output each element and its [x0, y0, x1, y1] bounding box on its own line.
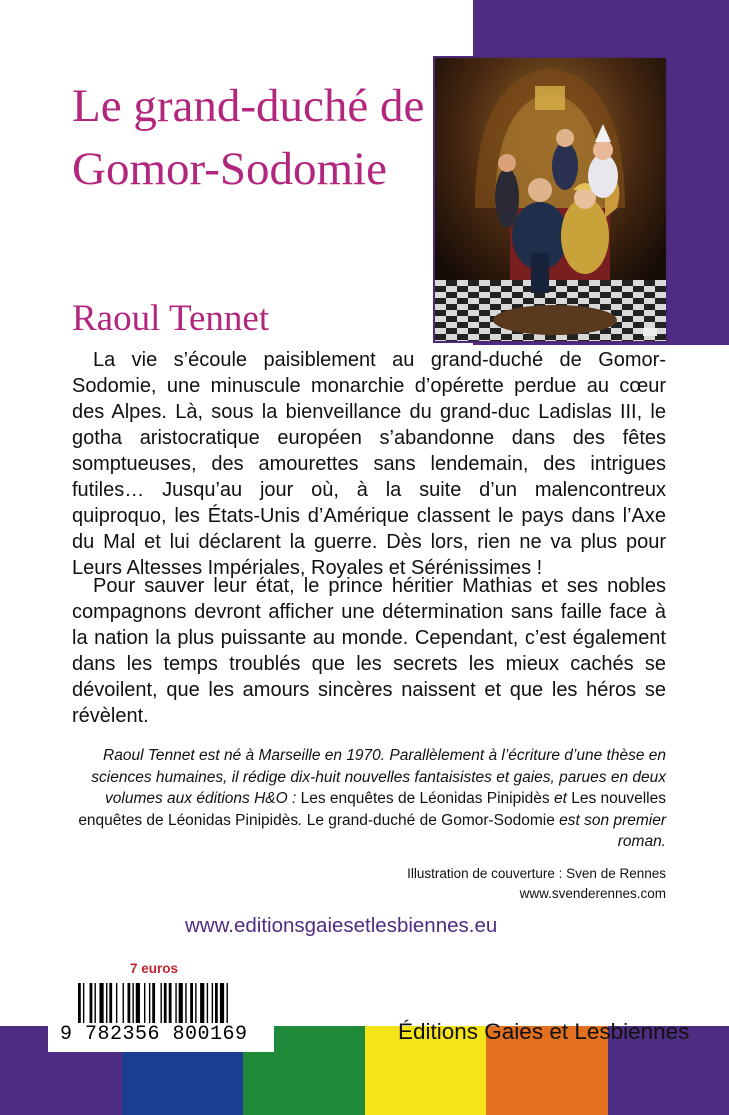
author-name: Raoul Tennet [72, 298, 270, 339]
barcode-bar [123, 983, 124, 1023]
barcode-bar [83, 983, 84, 1023]
illustration-credit: Illustration de couverture : Sven de Rennes [407, 866, 666, 881]
barcode-bar [195, 983, 196, 1023]
price-label: 7 euros [130, 961, 179, 976]
barcode-bar [95, 983, 96, 1023]
barcode-bar [169, 983, 172, 1023]
barcode-bar [109, 983, 112, 1023]
barcode-bar [116, 983, 117, 1023]
barcode-bar [149, 983, 150, 1023]
bio-text: est son premier roman. [554, 811, 666, 850]
barcode-image [78, 983, 266, 1023]
barcode-bar [78, 983, 81, 1023]
barcode-bar [185, 983, 186, 1023]
barcode-bar [215, 983, 218, 1023]
author-bio [72, 745, 666, 853]
book-title-line-2: Gomor-Sodomie [72, 143, 387, 195]
bio-book-title: Le grand-duché de Gomor-Sodomie [306, 811, 555, 829]
barcode-bar [161, 983, 162, 1023]
barcode-bar [106, 983, 107, 1023]
barcode-bar [179, 983, 183, 1023]
barcode-bar [164, 983, 167, 1023]
barcode-bar [175, 983, 176, 1023]
bio-text: Raoul Tennet est né à Marseille en 1970. Parallèlement à l’écriture d’une thèse en sciences humaines, il rédige dix-huit nouvelles fantaisistes et gaies, parues en deux volumes aux éditions H&O : [91, 747, 666, 807]
bio-text: . [298, 811, 307, 829]
book-title-line-1: Le grand-duché de [72, 80, 425, 132]
barcode-bar [220, 983, 224, 1023]
isbn-number: 9 782356 800169 [60, 1023, 248, 1046]
barcode-bar [99, 983, 103, 1023]
cover-illustration [433, 56, 668, 343]
barcode-bar [136, 983, 140, 1023]
barcode-bar [190, 983, 193, 1023]
publisher-website-link[interactable]: www.editionsgaiesetlesbiennes.eu [185, 914, 498, 937]
barcode-bar [207, 983, 208, 1023]
barcode-bar [152, 983, 155, 1023]
barcode-bar [212, 983, 213, 1023]
bio-text: et [549, 790, 572, 807]
illustrator-website[interactable]: www.svenderennes.com [519, 886, 666, 901]
publisher-name: Éditions Gaies et Lesbiennes [398, 1019, 690, 1044]
bio-book-title: Les enquêtes de Léonidas Pinipidès [300, 790, 550, 807]
synopsis-paragraph-2: Pour sauver leur état, le prince héritier Mathias et ses nobles compagnons devront afficher une détermination sans faille face à la nation la plus puissante au monde. Cependant, c’est également dans les temps troublés que les secrets les mieux cachés se dévoilent, que les amours sincères naissent et que les héros se révèlent. [72, 575, 666, 727]
barcode-bar [200, 983, 204, 1023]
barcode-bar [90, 983, 93, 1023]
barcode-bar [128, 983, 131, 1023]
barcode-bar [144, 983, 145, 1023]
barcode-bar [132, 983, 133, 1023]
bio-book-title: Les nouvelles enquêtes de Léonidas Pinipidès [78, 790, 666, 829]
synopsis-paragraph-1: La vie s’écoule paisiblement au grand-duché de Gomor-Sodomie, une minuscule monarchie d’opérette perdue au cœur des Alpes. Là, sous la bienveillance du grand-duc Ladislas III, le gotha aristocratique européen s’abandonne dans des fêtes somptueuses, des amourettes sans lendemain, des intrigues futiles… Jusqu’au jour où, à la suite d’un malencontreux quiproquo, les États-Unis d’Amérique classent le pays dans l’Axe du Mal et lui déclarent la guerre. Dès lors, rien ne va plus pour Leurs Altesses Impériales, Royales et Sérénissimes ! [72, 349, 666, 579]
barcode-bar [227, 983, 228, 1023]
